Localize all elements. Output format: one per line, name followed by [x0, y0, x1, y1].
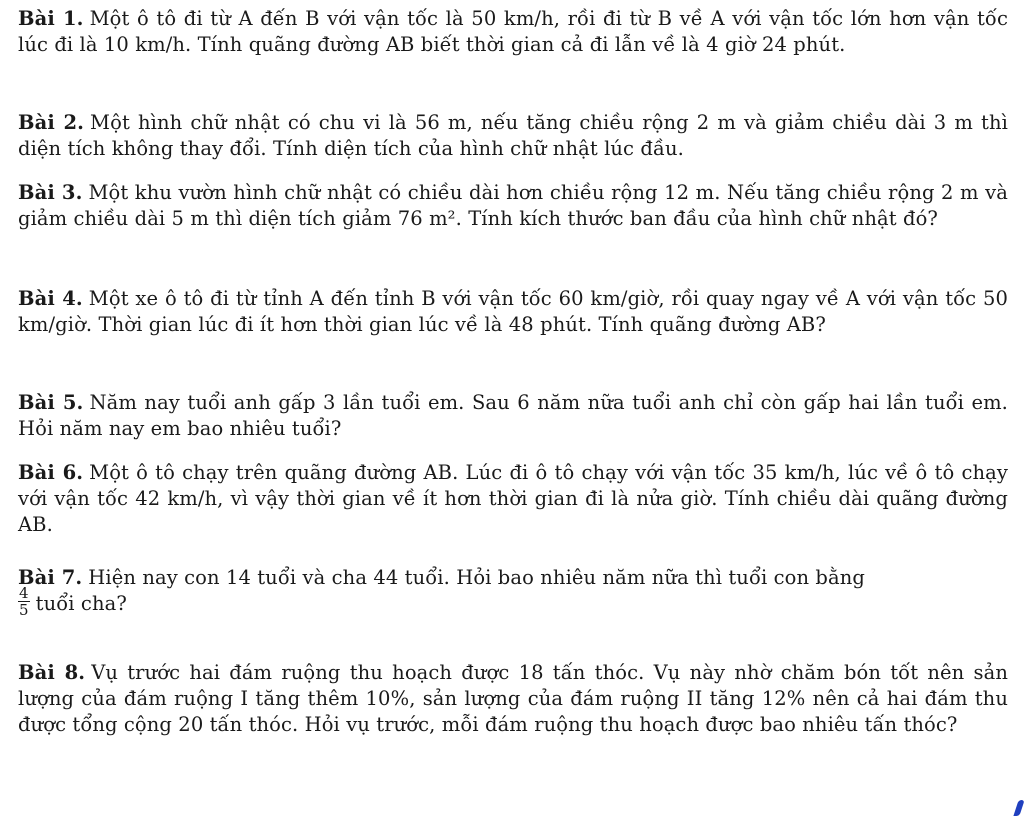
- problem-text: Một ô tô đi từ A đến B với vận tốc là 50 km/h, rồi đi từ B về A với vận tốc lớn hơn vận tốc lúc đi là 10 km/h. Tính quãng đường AB biết thời gian cả đi lẫn về là 4 giờ 24 phút.: [18, 7, 1008, 56]
- fraction-denominator: 5: [19, 601, 29, 619]
- problem-8: [18, 660, 1008, 738]
- problem-label: Bài 8.: [18, 661, 86, 684]
- problem-label: Bài 6.: [18, 461, 84, 484]
- problem-text: Một ô tô chạy trên quãng đường AB. Lúc đi ô tô chạy với vận tốc 35 km/h, lúc về ô tô chạy với vận tốc 42 km/h, vì vậy thời gian về ít hơn thời gian đi là nửa giờ. Tính chiều dài quãng đường AB.: [18, 461, 1008, 536]
- problem-text: Một khu vườn hình chữ nhật có chiều dài hơn chiều rộng 12 m. Nếu tăng chiều rộng 2 m và giảm chiều dài 5 m thì diện tích giảm 76 m². Tính kích thước ban đầu của hình chữ nhật đó?: [18, 181, 1008, 230]
- problem-text: Một xe ô tô đi từ tỉnh A đến tỉnh B với vận tốc 60 km/giờ, rồi quay ngay về A với vận tốc 50 km/giờ. Thời gian lúc đi ít hơn thời gian lúc về là 48 phút. Tính quãng đường AB?: [18, 287, 1008, 336]
- problem-label: Bài 3.: [18, 181, 83, 204]
- problem-label: Bài 4.: [18, 287, 83, 310]
- problem-5: [18, 390, 1008, 442]
- problem-4: [18, 286, 1008, 338]
- problem-6: [18, 460, 1008, 538]
- problem-text: Hiện nay con 14 tuổi và cha 44 tuổi. Hỏi bao nhiêu năm nữa thì tuổi con bằng: [88, 566, 865, 589]
- problem-1: [18, 6, 1008, 58]
- problem-label: Bài 2.: [18, 111, 85, 134]
- fraction-numerator: 4: [19, 584, 29, 602]
- problem-text: Vụ trước hai đám ruộng thu hoạch được 18 tấn thóc. Vụ này nhờ chăm bón tốt nên sản lượng của đám ruộng I tăng thêm 10%, sản lượng của đám ruộng II tăng 12% nên cả hai đám thu được tổng cộng 20 tấn thóc. Hỏi vụ trước, mỗi đám ruộng thu hoạch được bao nhiêu tấn thóc?: [18, 661, 1008, 736]
- fraction: [18, 585, 30, 618]
- problem-7: [18, 565, 1008, 618]
- problem-label: Bài 5.: [18, 391, 84, 414]
- problem-3: [18, 180, 1008, 232]
- problem-text: Năm nay tuổi anh gấp 3 lần tuổi em. Sau 6 năm nữa tuổi anh chỉ còn gấp hai lần tuổi em. Hỏi năm nay em bao nhiêu tuổi?: [18, 391, 1008, 440]
- pen-cursor-icon: [1013, 800, 1024, 816]
- problem-label: Bài 1.: [18, 7, 84, 30]
- problem-label: Bài 7.: [18, 566, 83, 589]
- problem-2: [18, 110, 1008, 162]
- problem-text: Một hình chữ nhật có chu vi là 56 m, nếu tăng chiều rộng 2 m và giảm chiều dài 3 m thì diện tích không thay đổi. Tính diện tích của hình chữ nhật lúc đầu.: [18, 111, 1008, 160]
- problem-text: tuổi cha?: [35, 592, 127, 615]
